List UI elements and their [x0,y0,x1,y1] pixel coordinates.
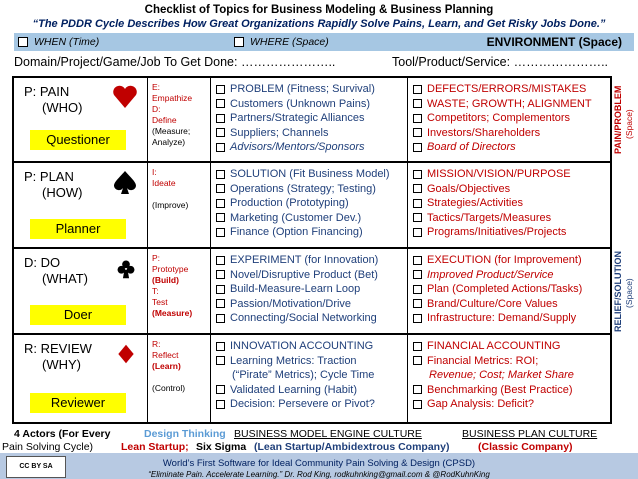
innovation-cell [211,78,408,161]
row-sub: (WHAT) [42,271,88,286]
checkbox-icon [216,199,225,208]
checkbox-icon [216,385,225,394]
list-item[interactable] [216,253,405,268]
checkbox-icon [216,400,225,409]
actor-cell [14,335,148,422]
checkbox-icon [216,99,225,108]
checkbox-icon [413,228,422,237]
item-text: Board of Directors [427,141,516,154]
row-name: R: REVIEW [24,341,92,356]
list-item[interactable] [216,126,405,141]
checkbox-icon [413,400,422,409]
item-text: Novel/Disruptive Product (Bet) [230,268,378,281]
mini-line: R: [152,339,161,349]
mini-line: Prototype [152,264,189,274]
checkbox-icon [216,143,225,152]
blue-list [216,339,405,412]
blue-list [216,253,405,326]
item-text: PROBLEM (Fitness; Survival) [230,83,375,95]
checkbox-icon [216,85,225,94]
item-text: Validated Learning (Habit) [230,383,357,396]
item-text: Decision: Persevere or Pivot? [230,398,375,411]
checkbox-icon [413,114,422,123]
checkbox-icon [413,299,422,308]
checkbox-icon [413,128,422,137]
heart-icon [112,84,138,110]
club-icon [116,259,136,279]
item-text: Customers (Unknown Pains) [230,97,370,110]
item-text: Competitors; Complementors [427,112,571,125]
item-text: Operations (Strategy; Testing) [230,182,376,195]
where-checkbox[interactable] [234,36,329,48]
item-text: Financial Metrics: ROI; [427,354,539,367]
list-item[interactable] [216,211,405,226]
item-text: Plan (Completed Actions/Tasks) [427,283,583,296]
list-item [413,368,608,383]
item-text: Suppliers; Channels [230,126,329,139]
checkbox-icon [216,114,225,123]
innovation-cell [211,249,408,333]
checkbox-icon [413,213,422,222]
list-item[interactable] [216,111,405,126]
mini-line: T: [152,286,159,296]
mini-line: D: [152,104,161,114]
list-item[interactable] [216,196,405,211]
item-text: FINANCIAL ACCOUNTING [427,340,561,352]
design-thinking-label: Design Thinking [144,428,226,440]
innovation-cell [211,335,408,422]
list-item[interactable] [413,354,608,369]
relief-solution-sub: (Space) [624,278,634,308]
checkbox-icon [413,99,422,108]
row-name: P: PLAN [24,169,74,184]
actors-line-2: Pain Solving Cycle) [2,441,94,453]
mini-cell [148,335,211,422]
six-sigma-label: Six Sigma [196,441,247,453]
row-sub: (WHY) [42,357,81,372]
list-item[interactable] [413,167,608,182]
list-item[interactable] [413,297,608,312]
environment-label: ENVIRONMENT (Space) [486,35,622,49]
item-text: EXECUTION (for Improvement) [427,254,582,266]
item-text: Build-Measure-Learn Loop [230,283,361,296]
mini-line: Test [152,297,168,307]
list-item[interactable] [413,211,608,226]
row-review [14,335,610,422]
page-title: Checklist of Topics for Business Modeling & Business Planning [144,4,494,16]
list-item[interactable] [413,311,608,326]
list-item[interactable] [216,140,405,155]
item-text: SOLUTION (Fit Business Model) [230,168,390,180]
checkbox-icon [216,184,225,193]
list-item[interactable] [413,97,608,112]
checkbox-icon [413,184,422,193]
mini-line: Empathize [152,93,193,103]
list-item[interactable] [413,253,608,268]
pain-problem-sub: (Space) [624,109,634,139]
checkbox-icon [413,256,422,265]
mini-line [152,372,185,383]
spade-icon [112,169,138,195]
item-text: Revenue; Cost; Market Share [429,369,574,382]
item-text: Benchmarking (Best Practice) [427,383,573,396]
list-item[interactable] [413,268,608,283]
engine-culture-label: BUSINESS MODEL ENGINE CULTURE [234,428,422,440]
item-text: Production (Prototyping) [230,197,349,210]
list-item[interactable] [216,182,405,197]
mini-steps [152,167,188,211]
item-text: Learning Metrics: Traction [230,354,357,367]
cc-by-sa-badge[interactable]: CC BY SA [6,456,66,478]
innovation-cell [211,163,408,247]
item-text: DEFECTS/ERRORS/MISTAKES [427,83,587,95]
checkbox-icon [413,356,422,365]
blue-list [216,82,405,155]
checkbox-icon [413,385,422,394]
list-item[interactable] [216,282,405,297]
checkbox-icon [216,128,225,137]
diamond-icon [116,343,136,365]
item-text: Tactics/Targets/Measures [427,211,552,224]
lean-startup-label: Lean Startup; [121,441,189,453]
actor-cell [14,78,148,161]
list-item[interactable] [216,268,405,283]
mini-line: Define [152,115,177,125]
row-pain [14,78,610,163]
row-name: P: PAIN [24,84,70,99]
item-text: Brand/Culture/Core Values [427,297,558,310]
list-item[interactable] [413,82,608,97]
item-text: MISSION/VISION/PURPOSE [427,168,571,180]
item-text: Infrastructure: Demand/Supply [427,312,577,325]
classic-company-label: (Classic Company) [478,441,573,453]
red-list [413,82,608,155]
actors-line-1: 4 Actors (For Every [14,428,111,440]
item-text: (“Pirate” Metrics); Cycle Time [232,369,375,382]
list-item[interactable] [216,354,405,369]
mini-line: Ideate [152,178,176,188]
row-name: D: DO [24,255,61,270]
checkbox-icon [216,356,225,365]
checkbox-icon [216,213,225,222]
list-item[interactable] [216,82,405,97]
list-item[interactable] [413,383,608,398]
item-text: Strategies/Activities [427,197,523,210]
lean-ambidextrous-label: (Lean Startup/Ambidextrous Company) [254,441,450,453]
pddr-grid [12,76,612,424]
mini-steps [152,339,185,394]
actor-cell [14,163,148,247]
checkbox-icon [216,256,225,265]
improvement-cell [408,78,610,161]
checkbox-icon [216,270,225,279]
list-item[interactable] [413,140,608,155]
list-item[interactable] [413,196,608,211]
item-text: Gap Analysis: Deficit? [427,398,534,411]
mini-line: (Build) [152,275,179,285]
red-list [413,253,608,326]
where-label: WHERE (Space) [250,36,329,48]
red-list [413,339,608,412]
item-text: Goals/Objectives [427,182,511,195]
mini-line: P: [152,253,161,263]
role-badge: Doer [30,305,126,325]
when-checkbox[interactable] [18,36,99,48]
mini-line: I: [152,167,157,177]
row-do [14,249,610,335]
mini-steps [152,82,192,148]
list-item[interactable] [216,297,405,312]
row-sub: (WHO) [42,100,83,115]
list-item[interactable] [216,397,405,412]
improvement-cell [408,163,610,247]
improvement-cell [408,249,610,333]
improvement-cell [408,335,610,422]
footer [0,453,638,479]
list-item [216,368,405,383]
footer-line-2: “Eliminate Pain. Accelerate Learning.” Dr. Rod King, rodkuhnking@gmail.com & @RodKuhnKing [148,470,490,479]
page-subtitle: “The PDDR Cycle Describes How Great Organizations Rapidly Solve Pains, Learn, and Get Risky Jobs Done.” [32,18,606,30]
item-text: Advisors/Mentors/Sponsors [230,141,365,154]
environment-bar [14,33,634,51]
checkbox-icon [216,228,225,237]
tool-line: Tool/Product/Service: ………………….. [392,55,609,69]
checkbox-icon [413,285,422,294]
list-item[interactable] [413,182,608,197]
item-text: Connecting/Social Networking [230,312,377,325]
checkbox-icon [413,270,422,279]
mini-cell [148,163,211,247]
list-item[interactable] [413,282,608,297]
mini-cell [148,78,211,161]
item-text: Finance (Option Financing) [230,226,363,239]
mini-line: (Learn) [152,361,181,371]
item-text: Passion/Motivation/Drive [230,297,352,310]
checkbox-icon [413,85,422,94]
role-badge: Questioner [30,130,126,150]
checkbox-icon [413,170,422,179]
checkbox-icon [18,37,28,47]
item-text: INNOVATION ACCOUNTING [230,340,374,352]
mini-line: E: [152,82,161,92]
list-item[interactable] [413,225,608,240]
row-plan [14,163,610,249]
footer-line-1: World’s First Software for Ideal Community Pain Solving & Design (CPSD) [162,458,476,469]
mini-steps [152,253,192,319]
item-text: Improved Product/Service [427,268,554,281]
mini-line: Reflect [152,350,179,360]
list-item[interactable] [216,225,405,240]
checkbox-icon [413,199,422,208]
checkbox-icon [216,314,225,323]
list-item[interactable] [216,383,405,398]
list-item[interactable] [413,126,608,141]
domain-line: Domain/Project/Game/Job To Get Done: ………………….. [14,55,336,69]
list-item[interactable] [413,397,608,412]
role-badge: Planner [30,219,126,239]
checkbox-icon [216,299,225,308]
list-item[interactable] [216,97,405,112]
mini-cell [148,249,211,333]
checkbox-icon [216,170,225,179]
mini-line: Analyze) [152,137,186,147]
checkbox-icon [216,285,225,294]
mini-line: (Control) [152,383,186,393]
checkbox-icon [413,143,422,152]
item-text: Programs/Initiatives/Projects [427,226,567,239]
pain-problem-label: PAIN/PROBLEM [613,85,623,155]
list-item[interactable] [413,111,608,126]
plan-culture-label: BUSINESS PLAN CULTURE [462,428,598,440]
list-item[interactable] [216,339,405,354]
mini-line: (Measure) [152,308,193,318]
checkbox-icon [216,342,225,351]
relief-solution-label: RELIEF/SOLUTION [613,251,623,333]
mini-line: (Improve) [152,200,189,210]
row-sub: (HOW) [42,185,83,200]
list-item[interactable] [413,339,608,354]
list-item[interactable] [216,311,405,326]
item-text: Investors/Shareholders [427,126,541,139]
when-label: WHEN (Time) [34,36,100,48]
red-list [413,167,608,240]
checkbox-icon [413,342,422,351]
blue-list [216,167,405,240]
checkbox-icon [234,37,244,47]
mini-line: (Measure; [152,126,191,136]
actor-cell [14,249,148,333]
mini-line [152,189,188,200]
item-text: Marketing (Customer Dev.) [230,211,362,224]
checkbox-icon [413,314,422,323]
role-badge: Reviewer [30,393,126,413]
item-text: WASTE; GROWTH; ALIGNMENT [427,97,592,110]
item-text: Partners/Strategic Alliances [230,112,365,125]
item-text: EXPERIMENT (for Innovation) [230,254,379,266]
list-item[interactable] [216,167,405,182]
